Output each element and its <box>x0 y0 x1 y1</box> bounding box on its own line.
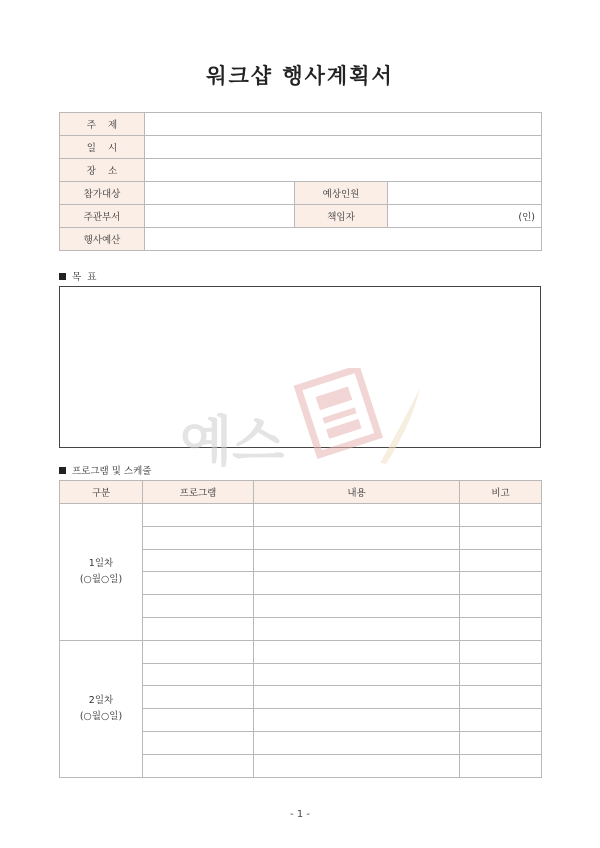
content-cell[interactable] <box>254 617 460 640</box>
program-cell[interactable] <box>143 504 254 527</box>
col-header-remarks: 비고 <box>460 481 542 504</box>
remarks-cell[interactable] <box>460 731 542 754</box>
goal-heading-text: 목 표 <box>72 272 97 283</box>
remarks-cell[interactable] <box>460 526 542 549</box>
program-header-row <box>60 481 542 504</box>
content-cell[interactable] <box>254 709 460 732</box>
topic-label: 주 제 <box>60 113 145 136</box>
content-cell[interactable] <box>254 526 460 549</box>
budget-label: 행사예산 <box>60 228 145 251</box>
datetime-row <box>60 136 542 159</box>
expected-count-label: 예상인원 <box>295 182 388 205</box>
program-cell[interactable] <box>143 549 254 572</box>
content-cell[interactable] <box>254 549 460 572</box>
participants-value-cell[interactable] <box>145 182 295 205</box>
day1-label: 1일차 <box>88 557 114 569</box>
content-cell[interactable] <box>254 504 460 527</box>
program-cell[interactable] <box>143 640 254 663</box>
expected-count-value-cell[interactable] <box>388 182 542 205</box>
remarks-cell[interactable] <box>460 595 542 618</box>
program-cell[interactable] <box>143 663 254 686</box>
day1-cell <box>60 504 143 641</box>
program-cell[interactable] <box>143 595 254 618</box>
square-bullet-icon <box>59 467 66 474</box>
remarks-cell[interactable] <box>460 504 542 527</box>
remarks-cell[interactable] <box>460 686 542 709</box>
remarks-cell[interactable] <box>460 572 542 595</box>
host-dept-label: 주관부서 <box>60 205 145 228</box>
remarks-cell[interactable] <box>460 754 542 777</box>
manager-value-cell[interactable] <box>388 205 542 228</box>
program-cell[interactable] <box>143 526 254 549</box>
host-dept-value-cell[interactable] <box>145 205 295 228</box>
manager-label: 책임자 <box>295 205 388 228</box>
seal-text: (인) <box>518 212 536 223</box>
goal-heading <box>59 269 96 283</box>
content-cell[interactable] <box>254 572 460 595</box>
budget-row <box>60 228 542 251</box>
day2-rows <box>60 640 542 777</box>
page-number: - 1 - <box>290 809 310 820</box>
program-table <box>59 480 542 778</box>
square-bullet-icon <box>59 273 66 280</box>
remarks-cell[interactable] <box>460 663 542 686</box>
content-cell[interactable] <box>254 595 460 618</box>
table-row <box>60 640 542 663</box>
program-cell[interactable] <box>143 617 254 640</box>
remarks-cell[interactable] <box>460 617 542 640</box>
day2-cell <box>60 640 143 777</box>
topic-value-cell[interactable] <box>145 113 542 136</box>
content-cell[interactable] <box>254 686 460 709</box>
program-cell[interactable] <box>143 754 254 777</box>
day1-date: (○월○일) <box>79 573 123 585</box>
host-row <box>60 205 542 228</box>
program-heading <box>59 463 151 477</box>
info-table <box>59 112 542 251</box>
datetime-label: 일 시 <box>60 136 145 159</box>
place-value-cell[interactable] <box>145 159 542 182</box>
datetime-value-cell[interactable] <box>145 136 542 159</box>
day1-rows <box>60 504 542 641</box>
content-cell[interactable] <box>254 754 460 777</box>
program-cell[interactable] <box>143 731 254 754</box>
content-cell[interactable] <box>254 663 460 686</box>
program-heading-text: 프로그램 및 스케줄 <box>72 466 152 477</box>
program-cell[interactable] <box>143 709 254 732</box>
remarks-cell[interactable] <box>460 549 542 572</box>
content-cell[interactable] <box>254 731 460 754</box>
day2-label: 2일차 <box>88 694 114 706</box>
goal-text-area[interactable] <box>59 286 541 448</box>
col-header-division: 구분 <box>60 481 143 504</box>
col-header-program: 프로그램 <box>143 481 254 504</box>
remarks-cell[interactable] <box>460 709 542 732</box>
remarks-cell[interactable] <box>460 640 542 663</box>
svg-text:예스: 예스 <box>180 410 285 473</box>
program-cell[interactable] <box>143 686 254 709</box>
document-title: 워크샵 행사계획서 <box>206 64 394 88</box>
content-cell[interactable] <box>254 640 460 663</box>
table-row <box>60 504 542 527</box>
budget-value-cell[interactable] <box>145 228 542 251</box>
day2-date: (○월○일) <box>79 710 123 722</box>
participants-label: 참가대상 <box>60 182 145 205</box>
topic-row <box>60 113 542 136</box>
program-cell[interactable] <box>143 572 254 595</box>
col-header-content: 내용 <box>254 481 460 504</box>
place-label: 장 소 <box>60 159 145 182</box>
participants-row <box>60 182 542 205</box>
place-row <box>60 159 542 182</box>
